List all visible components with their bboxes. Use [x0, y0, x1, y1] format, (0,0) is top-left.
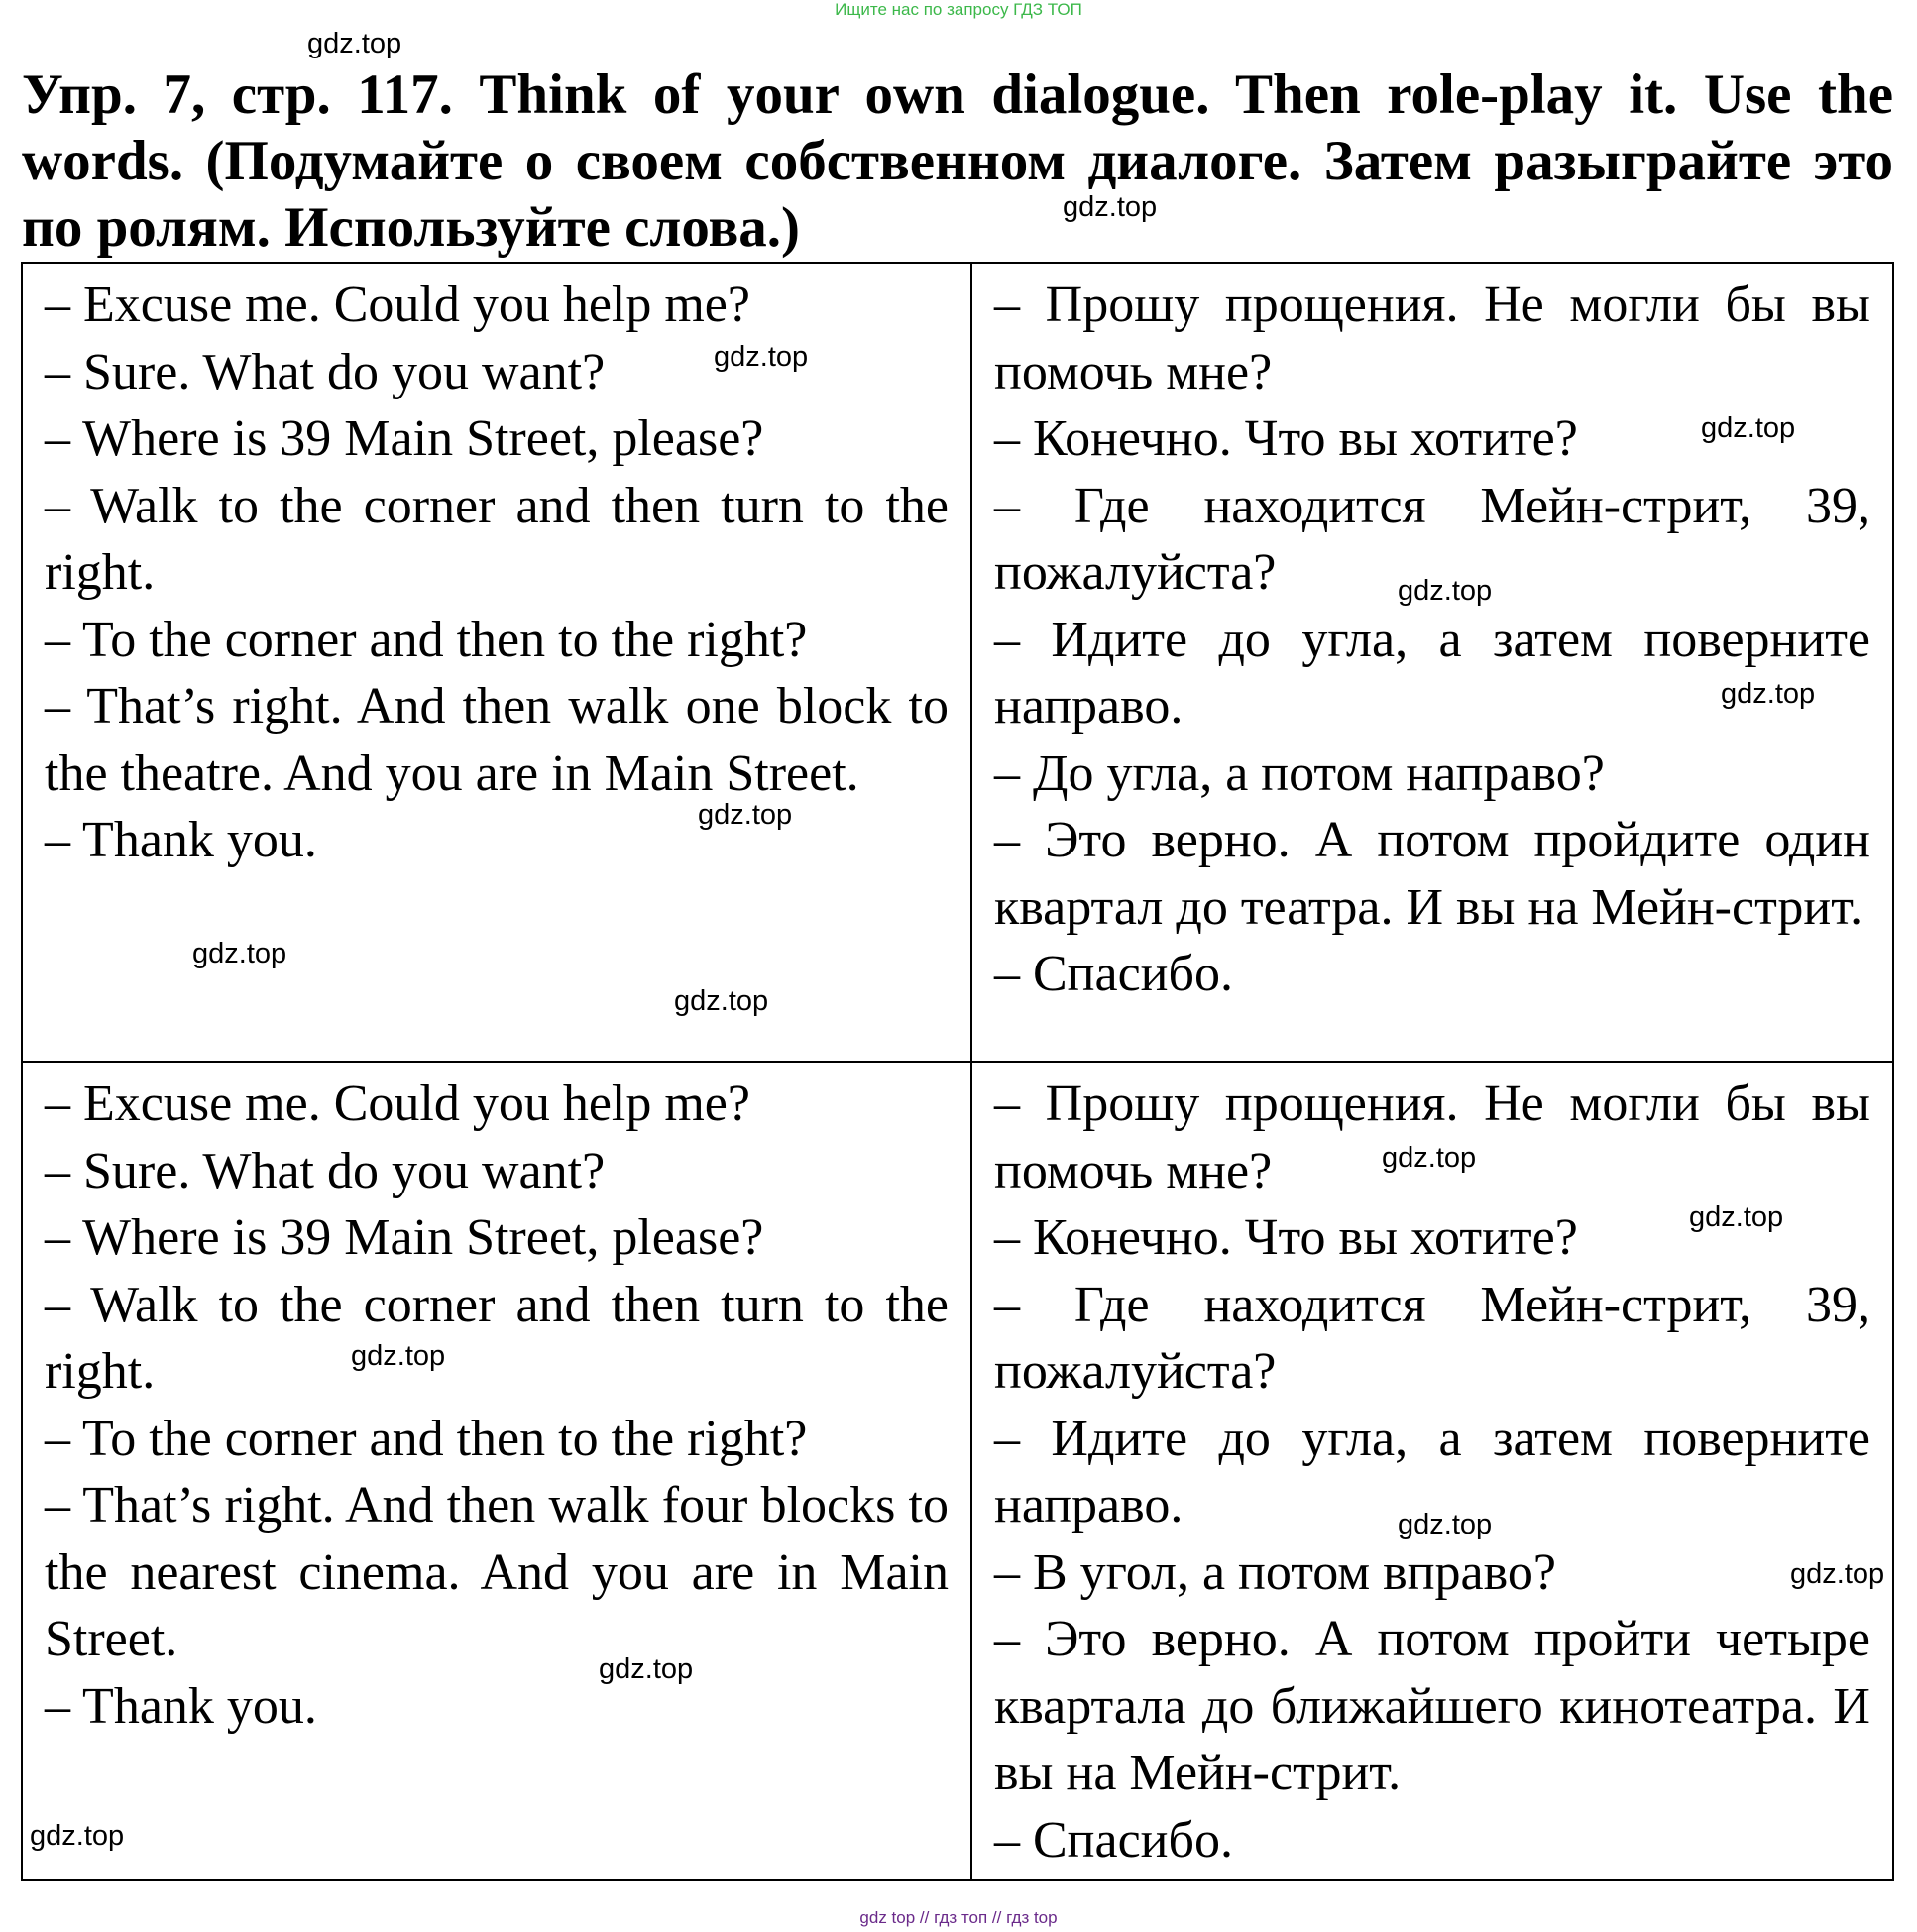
- dialogue-line: – Где находится Мейн-стрит, 39, пожалуйста?: [994, 477, 1870, 601]
- dialogue-line: – Thank you.: [45, 1677, 317, 1735]
- dialogue-line: – Прошу прощения. Не могли бы вы помочь мне?: [994, 1076, 1870, 1199]
- dialogue-line: – Excuse me. Could you help me?: [45, 1076, 750, 1132]
- dialogue-row: [22, 1062, 1893, 1880]
- dialogue-line: – Walk to the corner and then turn to the right.: [45, 1276, 949, 1400]
- dialogue-line: – Идите до угла, а затем поверните направо.: [994, 1410, 1870, 1534]
- dialogue-line: – Where is 39 Main Street, please?: [45, 410, 764, 467]
- dialogue-line: – Прошу прощения. Не могли бы вы помочь мне?: [994, 277, 1870, 400]
- watermark: gdz.top: [192, 938, 287, 969]
- watermark: gdz.top: [1398, 575, 1493, 607]
- watermark: gdz.top: [1701, 412, 1796, 444]
- watermark: gdz.top: [30, 1820, 125, 1852]
- dialogue-line: – Это верно. А потом пройти четыре квартала до ближайшего кинотеатра. И вы на Мейн-стрит.: [994, 1611, 1870, 1801]
- watermark: gdz.top: [307, 28, 402, 59]
- dialogue-line: – Walk to the corner and then turn to the right.: [45, 477, 949, 601]
- watermark: gdz.top: [351, 1340, 446, 1372]
- dialogue-row: [22, 263, 1893, 1062]
- exercise-title: Упр. 7, стр. 117. Think of your own dialogue. Then role-play it. Use the words. (Подумайте о своем собственном диалоге. Затем разыграйте это по ролям. Используйте слова.): [22, 63, 1893, 259]
- dialogue-line: – Это верно. А потом пройдите один квартал до театра. И вы на Мейн-стрит.: [994, 812, 1870, 936]
- watermark: gdz.top: [714, 341, 809, 373]
- watermark: gdz.top: [1382, 1142, 1477, 1174]
- watermark: gdz.top: [698, 799, 793, 831]
- dialogue-line: – Excuse me. Could you help me?: [45, 277, 750, 333]
- dialogue-table: [21, 262, 1894, 1881]
- watermark: gdz.top: [674, 985, 769, 1017]
- top-banner: Ищите нас по запросу ГДЗ ТОП: [835, 0, 1082, 19]
- dialogue-line: – To the corner and then to the right?: [45, 611, 808, 668]
- dialogue-line: – Конечно. Что вы хотите?: [994, 1209, 1578, 1266]
- watermark: gdz.top: [1689, 1201, 1784, 1233]
- dialogue-line: – To the corner and then to the right?: [45, 1410, 808, 1467]
- russian-dialogue-cell: [971, 1062, 1893, 1880]
- english-dialogue-cell: [22, 263, 971, 1062]
- dialogue-line: – Спасибо.: [994, 1811, 1233, 1869]
- dialogue-line: – В угол, а потом вправо?: [994, 1543, 1556, 1601]
- dialogue-line: – До угла, а потом направо?: [994, 744, 1605, 802]
- watermark: gdz.top: [1721, 678, 1816, 710]
- watermark: gdz.top: [1063, 191, 1158, 223]
- dialogue-line: – Конечно. Что вы хотите?: [994, 410, 1578, 467]
- watermark: gdz.top: [1790, 1558, 1885, 1590]
- dialogue-line: – Where is 39 Main Street, please?: [45, 1209, 764, 1266]
- dialogue-line: – That’s right. And then walk one block to the theatre. And you are in Main Street.: [45, 678, 949, 802]
- dialogue-line: – Где находится Мейн-стрит, 39, пожалуйста?: [994, 1276, 1870, 1400]
- footer-watermark: gdz top // гдз топ // гдз top: [859, 1908, 1058, 1927]
- dialogue-line: – Sure. What do you want?: [45, 1142, 606, 1199]
- dialogue-line: – Спасибо.: [994, 946, 1233, 1002]
- russian-dialogue-cell: [971, 263, 1893, 1062]
- dialogue-line: – Thank you.: [45, 812, 317, 868]
- english-dialogue-cell: [22, 1062, 971, 1880]
- dialogue-line: – That’s right. And then walk four blocks to the nearest cinema. And you are in Main Street.: [45, 1477, 949, 1667]
- dialogue-line: – Идите до угла, а затем поверните направо.: [994, 611, 1870, 735]
- watermark: gdz.top: [1398, 1509, 1493, 1540]
- watermark: gdz.top: [599, 1653, 694, 1685]
- dialogue-line: – Sure. What do you want?: [45, 343, 606, 400]
